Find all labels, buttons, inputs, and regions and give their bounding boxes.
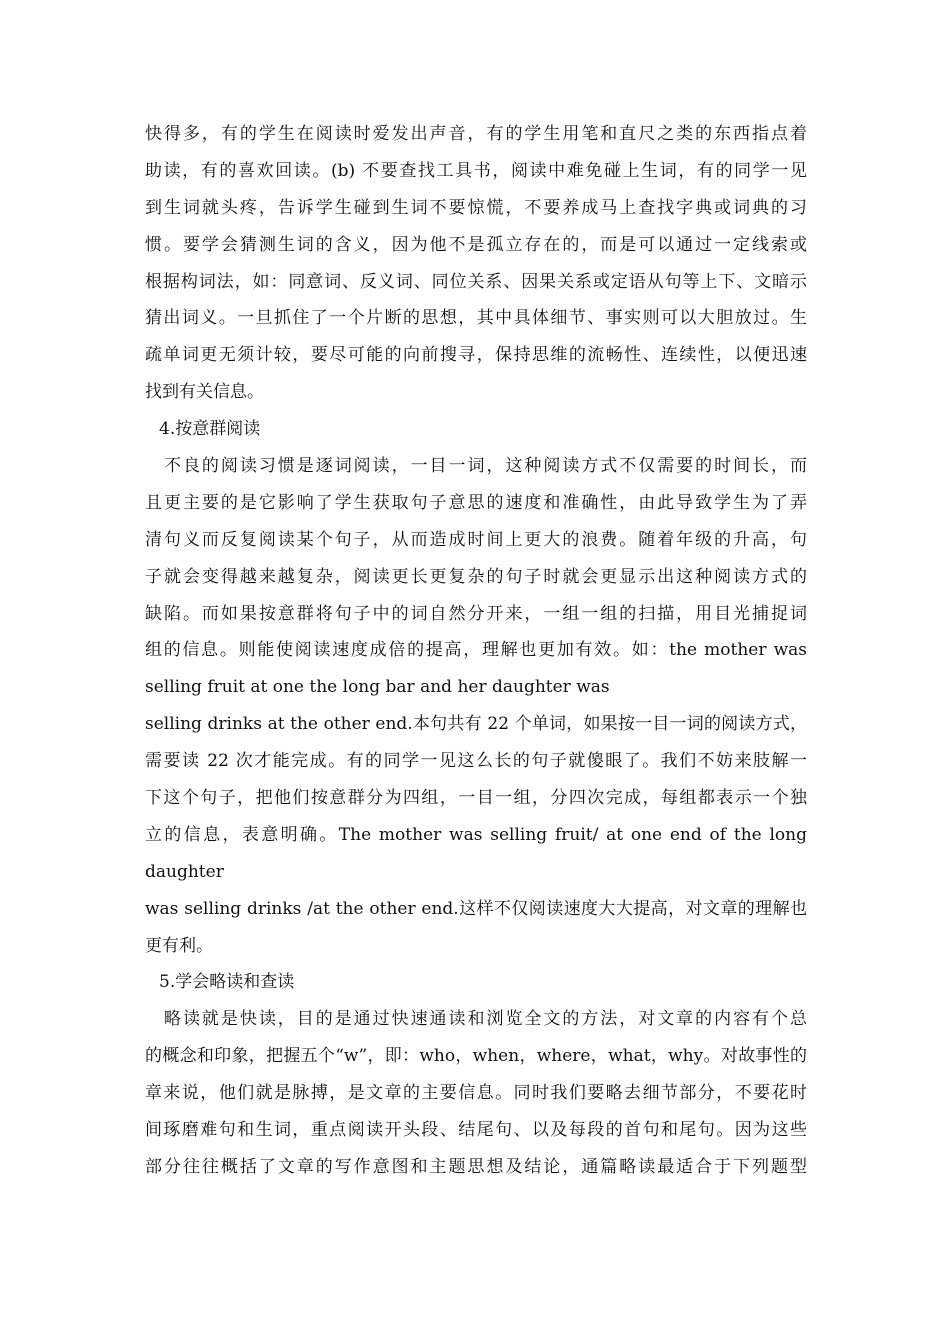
text-line: 到生词就头疼，告诉学生碰到生词不要惊慌，不要养成马上查找字典或词典的习 bbox=[145, 197, 807, 218]
text-line: 清句义而反复阅读某个句子，从而造成时间上更大的浪费。随着年级的升高，句 bbox=[145, 529, 807, 550]
text-line: 略读就是快读，目的是通过快速通读和浏览全文的方法，对文章的内容有个总 bbox=[145, 1009, 807, 1030]
text-line: 找到有关信息。 bbox=[145, 382, 264, 403]
text-line: 立的信息，表意明确。The mother was selling fruit/ at one end of the long bbox=[145, 824, 807, 845]
text-line: 根据构词法，如：同意词、反义词、同位关系、因果关系或定语从句等上下、文暗示 bbox=[145, 271, 807, 292]
text-line: 不良的阅读习惯是逐词阅读，一目一词，这种阅读方式不仅需要的时间长，而 bbox=[145, 456, 807, 477]
text-line: 部分往往概括了文章的写作意图和主题思想及结论，通篇略读最适合于下列题型 bbox=[145, 1156, 807, 1177]
text-line: 章来说，他们就是脉搏，是文章的主要信息。同时我们要略去细节部分，不要花时 bbox=[145, 1083, 807, 1104]
text-line: 惯。要学会猜测生词的含义，因为他不是孤立存在的，而是可以通过一定线索或 bbox=[145, 234, 807, 255]
text-line: 助读，有的喜欢回读。(b) 不要查找工具书，阅读中难免碰上生词，有的同学一见 bbox=[145, 160, 807, 181]
text-line: 的概念和印象，把握五个“w”，即：who，when，where，what，why。对故事性的 bbox=[145, 1046, 807, 1067]
text-line: was selling drinks /at the other end.这样不仅阅读速度大大提高，对文章的理解也 bbox=[145, 898, 807, 919]
section-heading: 5.学会略读和查读 bbox=[159, 972, 295, 993]
text-line: 缺陷。而如果按意群将句子中的词自然分开来，一组一组的扫描，用目光捕捉词 bbox=[145, 603, 807, 624]
text-line: 快得多，有的学生在阅读时爱发出声音，有的学生用笔和直尺之类的东西指点着 bbox=[145, 124, 807, 144]
text-line: selling fruit at one the long bar and her daughter was bbox=[145, 677, 610, 698]
text-line: 且更主要的是它影响了学生获取句子意思的速度和准确性，由此导致学生为了弄 bbox=[145, 492, 807, 513]
text-line: 猜出词义。一旦抓住了一个片断的思想，其中具体细节、事实则可以大胆放过。生 bbox=[145, 308, 807, 329]
text-line: 间琢磨难句和生词，重点阅读开头段、结尾句、以及每段的首句和尾句。因为这些 bbox=[145, 1120, 807, 1141]
text-line: 需要读 22 次才能完成。有的同学一见这么长的句子就傻眼了。我们不妨来肢解一 bbox=[145, 751, 807, 772]
text-line: 组的信息。则能使阅读速度成倍的提高，理解也更加有效。如：the mother was bbox=[145, 640, 807, 661]
text-line: 更有利。 bbox=[145, 935, 213, 956]
text-line: 疏单词更无须计较，要尽可能的向前搜寻，保持思维的流畅性、连续性，以便迅速 bbox=[145, 345, 807, 366]
text-line: 下这个句子，把他们按意群分为四组，一目一组，分四次完成，每组都表示一个独 bbox=[145, 788, 807, 809]
body-text bbox=[145, 116, 807, 1186]
text-line: selling drinks at the other end.本句共有 22 个单词，如果按一目一词的阅读方式， bbox=[145, 714, 807, 735]
text-line: 子就会变得越来越复杂，阅读更长更复杂的句子时就会更显示出这种阅读方式的 bbox=[145, 566, 807, 587]
section-heading: 4.按意群阅读 bbox=[159, 419, 261, 440]
text-line: daughter bbox=[145, 861, 224, 882]
